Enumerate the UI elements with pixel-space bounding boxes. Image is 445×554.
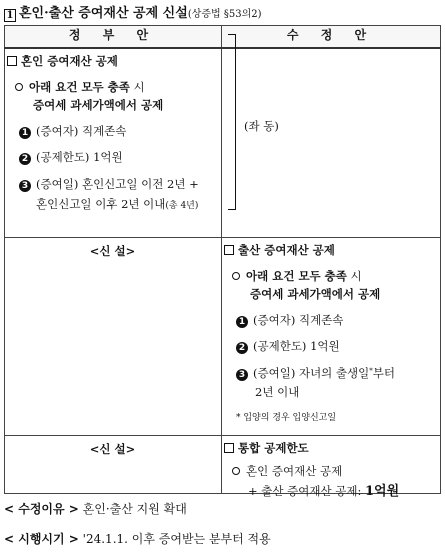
right-item-3-sup: * bbox=[369, 367, 373, 375]
comparison-table bbox=[4, 25, 441, 499]
bracket-mark bbox=[228, 34, 236, 210]
right-limit-text-2: + 출산 증여재산 공제: bbox=[248, 484, 366, 498]
left-new-label-2: <신 설> bbox=[89, 442, 136, 456]
left-item-1-text: (증여자) 직계존속 bbox=[36, 123, 127, 138]
effective-date bbox=[4, 530, 271, 547]
left-cell-marriage bbox=[5, 48, 222, 238]
right-cond-line-2: 증여세 과세가액에서 공제 bbox=[250, 287, 381, 301]
circle-bullet-icon bbox=[232, 272, 240, 280]
left-item-2-text: (공제한도) 1억원 bbox=[36, 149, 123, 164]
number-2-icon: 2 bbox=[236, 342, 248, 354]
right-limit-line-1 bbox=[232, 463, 342, 479]
revision-reason bbox=[4, 500, 187, 517]
effective-date-label: < 시행시기 > bbox=[4, 532, 79, 546]
left-item-3-text: (증여일) 혼인신고일 이전 2년 + bbox=[36, 176, 199, 191]
right-title: 출산 증여재산 공제 bbox=[238, 243, 335, 257]
table-row bbox=[5, 436, 441, 494]
left-cell-new-1 bbox=[5, 238, 222, 436]
left-item-3-cont bbox=[36, 196, 198, 212]
number-1-icon: 1 bbox=[236, 316, 248, 328]
number-1-icon: 1 bbox=[19, 127, 31, 139]
left-item-3 bbox=[19, 176, 199, 192]
left-cond-line bbox=[15, 79, 145, 95]
header-revised: 수 정 안 bbox=[222, 26, 441, 48]
right-cell-birth bbox=[222, 238, 441, 436]
left-cond-suffix: 시 bbox=[129, 79, 145, 94]
table-header-row bbox=[5, 26, 441, 48]
circle-bullet-icon bbox=[232, 467, 240, 475]
right-cond-line bbox=[232, 268, 362, 284]
right-same-text: (좌 동) bbox=[244, 118, 279, 133]
right-item-1-text: (증여자) 직계존속 bbox=[253, 313, 344, 327]
right-item-1 bbox=[236, 312, 343, 328]
right-cond-text: 아래 요건 모두 충족 bbox=[246, 269, 347, 283]
right-cond-suffix: 시 bbox=[346, 269, 362, 283]
law-reference: (상증법 §53의2) bbox=[187, 9, 262, 20]
right-adoption-note: * 입양의 경우 입양신고일 bbox=[236, 413, 337, 423]
left-cond-text: 아래 요건 모두 충족 bbox=[29, 79, 130, 94]
section-number-box: 1 bbox=[4, 9, 16, 22]
right-item-3-cont: 2년 이내 bbox=[255, 385, 300, 399]
revision-reason-text: 혼인·출산 지원 확대 bbox=[82, 502, 187, 516]
header-current: 정 부 안 bbox=[5, 26, 222, 48]
square-bullet-icon bbox=[224, 245, 234, 255]
left-new-label-1: <신 설> bbox=[89, 244, 136, 258]
section-heading bbox=[4, 2, 262, 22]
left-item-2 bbox=[19, 149, 123, 165]
right-item-2-text: (공제한도) 1억원 bbox=[253, 339, 340, 353]
left-item-1 bbox=[19, 123, 126, 139]
right-limit-line-2 bbox=[248, 480, 399, 499]
left-title-line bbox=[7, 53, 118, 69]
number-2-icon: 2 bbox=[19, 153, 31, 165]
left-title: 혼인 증여재산 공제 bbox=[21, 53, 118, 68]
left-item-3-text-2: 혼인신고일 이후 2년 이내 bbox=[36, 196, 166, 211]
right-item-3-text-b: 부터 bbox=[372, 366, 395, 380]
left-item-3-note: (총 4년) bbox=[165, 200, 199, 211]
left-cell-new-2 bbox=[5, 436, 222, 494]
right-item-3-text: (증여일) 자녀의 출생일 bbox=[253, 366, 370, 380]
number-3-icon: 3 bbox=[19, 180, 31, 192]
left-cond-line-2: 증여세 과세가액에서 공제 bbox=[33, 97, 164, 112]
right-limit-title: 통합 공제한도 bbox=[238, 441, 309, 455]
circle-bullet-icon bbox=[15, 83, 23, 91]
right-cell-limit bbox=[222, 436, 441, 499]
table-row bbox=[5, 238, 441, 436]
right-item-3 bbox=[236, 365, 395, 381]
square-bullet-icon bbox=[7, 56, 17, 66]
revision-reason-label: < 수정이유 > bbox=[4, 502, 79, 516]
right-limit-title-line bbox=[224, 440, 309, 456]
number-3-icon: 3 bbox=[236, 369, 248, 381]
right-title-line bbox=[224, 242, 335, 258]
right-cell-same bbox=[222, 48, 441, 238]
section-title: 혼인·출산 증여재산 공제 신설 bbox=[19, 6, 188, 21]
right-limit-amount: 1억원 bbox=[365, 484, 400, 499]
effective-date-text: '24.1.1. 이후 증여받는 분부터 적용 bbox=[82, 532, 271, 546]
square-bullet-icon bbox=[224, 443, 234, 453]
right-limit-text-1: 혼인 증여재산 공제 bbox=[246, 464, 343, 478]
right-item-2 bbox=[236, 338, 340, 354]
table-row bbox=[5, 48, 441, 238]
